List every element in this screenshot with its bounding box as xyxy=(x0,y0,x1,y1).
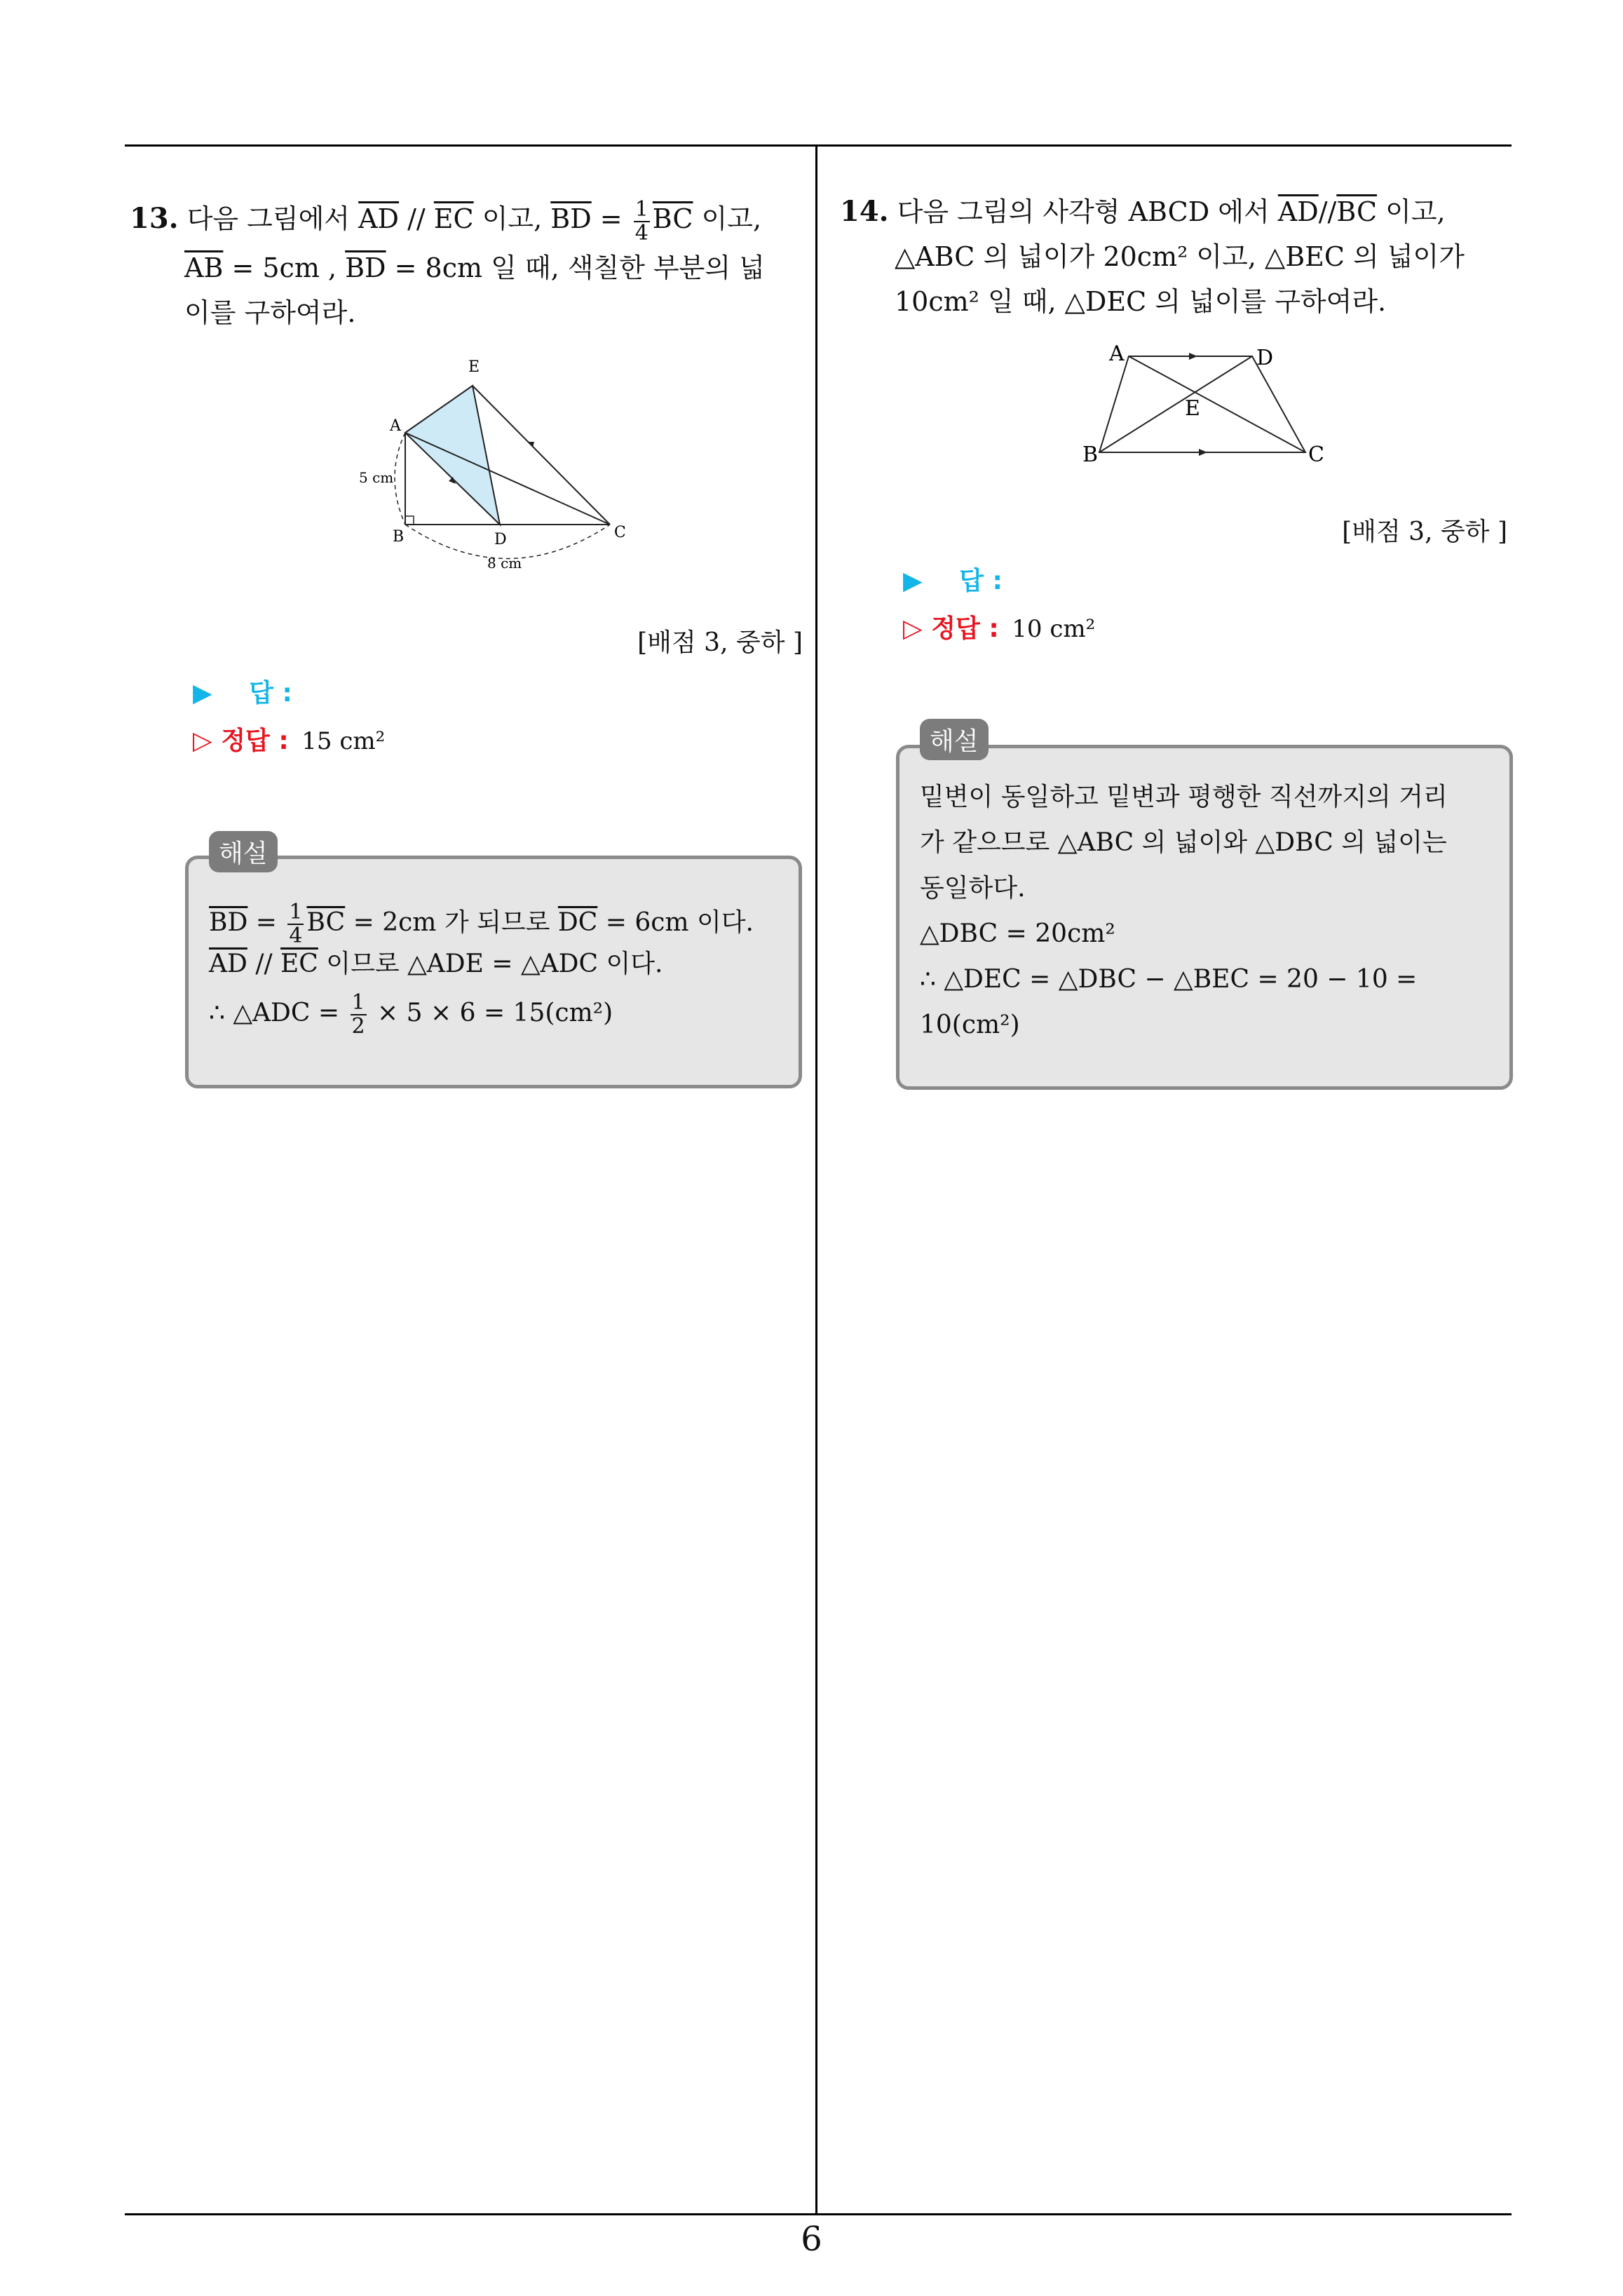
problem-14-line1 xyxy=(840,189,1446,234)
text: 이므로 △ADE = △ADC 이다. xyxy=(318,950,663,978)
text: 이고, xyxy=(1377,196,1446,227)
text: 이고, xyxy=(693,203,762,234)
triangle-outline-icon: ▷ xyxy=(193,727,212,755)
problem-14-score: [배점 3, 중하 ] xyxy=(1342,518,1507,546)
label-d: D xyxy=(1256,346,1274,370)
segment-bc: $\overline{BC}$ xyxy=(1336,196,1378,227)
segment-bc: $\overline{BC}$ xyxy=(652,203,693,234)
problem-14-line3: 10cm² 일 때, △DEC 의 넓이를 구하여라. xyxy=(895,286,1387,317)
problem-13-line2 xyxy=(184,245,765,290)
triangle-filled-icon: ▶ xyxy=(903,567,923,595)
problem-13-figure xyxy=(351,351,645,582)
dashed-arc-bc xyxy=(405,525,610,559)
segment-ac xyxy=(405,433,610,525)
correct-label: 정답 : xyxy=(931,614,999,643)
equals: = xyxy=(247,908,285,937)
problem-14-solution-line5: ∴ △DEC = △DBC − △BEC = 20 − 10 = xyxy=(920,965,1418,994)
fraction-denominator: 2 xyxy=(351,1014,365,1039)
label-bc-length: 8 cm xyxy=(487,555,522,572)
segment-dc: $\overline{DC}$ xyxy=(557,908,598,937)
segment-ab: $\overline{AB}$ xyxy=(184,252,224,283)
arrow-ad xyxy=(1189,353,1197,360)
text: = 6cm 이다. xyxy=(597,908,754,937)
text: 이고, xyxy=(473,203,551,234)
parallel-symbol: // xyxy=(399,203,434,234)
label-d: D xyxy=(494,531,507,548)
text: 다음 그림에서 xyxy=(186,203,359,234)
fraction xyxy=(287,901,304,947)
triangle-filled-icon: ▶ xyxy=(193,679,212,708)
page-number: 6 xyxy=(801,2220,822,2259)
shaded-triangle-ade xyxy=(405,386,500,525)
text: × 5 × 6 = 15(cm²) xyxy=(369,999,613,1027)
text: 다음 그림의 사각형 ABCD 에서 xyxy=(897,196,1278,227)
dashed-arc-ab xyxy=(395,433,405,525)
correct-label: 정답 : xyxy=(221,727,289,755)
label-b: B xyxy=(1082,443,1099,467)
problem-number: 14. xyxy=(840,195,889,228)
problem-14-line2: △ABC 의 넓이가 20cm² 이고, △BEC 의 넓이가 xyxy=(895,241,1465,272)
label-ab-length: 5 cm xyxy=(359,469,394,486)
label-e: E xyxy=(468,358,480,376)
fraction-numerator: 1 xyxy=(289,900,303,924)
problem-13-score: [배점 3, 중하 ] xyxy=(637,628,803,657)
problem-14-solution-line1: 밑변이 동일하고 밑변과 평행한 직선까지의 거리 xyxy=(920,783,1448,811)
segment-ad: $\overline{AD}$ xyxy=(358,203,400,234)
column-divider xyxy=(815,144,817,2215)
problem-14-figure xyxy=(1073,337,1339,470)
text: ∴ △ADC = xyxy=(209,999,348,1027)
fraction-denominator: 4 xyxy=(289,924,303,948)
segment-ad: $\overline{AD}$ xyxy=(209,950,247,978)
label-c: C xyxy=(614,524,626,541)
top-rule xyxy=(125,144,1512,147)
label-b: B xyxy=(393,528,405,546)
correct-value: 15 cm² xyxy=(301,727,386,755)
text: = 8cm 일 때, 색칠한 부분의 넓 xyxy=(386,252,765,283)
parallel-symbol: // xyxy=(247,950,281,978)
problem-14-solution-tag: 해설 xyxy=(920,719,989,760)
problem-13-line3: 이를 구하여라. xyxy=(184,297,356,328)
label-a: A xyxy=(1109,342,1125,366)
problem-13-solution-line3 xyxy=(209,989,613,1038)
fraction-numerator: 1 xyxy=(351,990,365,1015)
equals: = xyxy=(591,203,631,234)
label-c: C xyxy=(1308,443,1324,467)
text: = 2cm 가 되므로 xyxy=(345,908,558,937)
problem-13-correct-row xyxy=(193,721,385,757)
parallel-symbol: // xyxy=(1318,196,1337,227)
segment-bd: $\overline{BD}$ xyxy=(345,252,386,283)
correct-value: 10 cm² xyxy=(1012,615,1096,643)
diagonal-bd xyxy=(1099,356,1252,452)
problem-14-solution-line3: 동일하다. xyxy=(920,874,1026,903)
problem-13-solution-line2 xyxy=(209,947,663,982)
problem-13-answer-row xyxy=(193,673,292,709)
fraction-numerator: 1 xyxy=(634,196,648,222)
segment-bd: $\overline{BD}$ xyxy=(550,203,592,234)
label-e: E xyxy=(1185,396,1200,421)
segment-bd: $\overline{BD}$ xyxy=(209,908,248,937)
fraction xyxy=(634,198,650,245)
trapezoid-abcd xyxy=(1099,356,1305,452)
problem-13-solution-line1 xyxy=(209,901,754,947)
arrow-bc xyxy=(1199,449,1207,456)
problem-14-solution-line6: 10(cm²) xyxy=(920,1011,1020,1039)
fraction-denominator: 4 xyxy=(634,220,648,245)
label-a: A xyxy=(390,417,401,435)
segment-ad: $\overline{AD}$ xyxy=(1277,196,1319,227)
problem-number: 13. xyxy=(130,202,179,235)
answer-label: 답 : xyxy=(249,679,292,708)
triangle-outline-icon: ▷ xyxy=(903,614,923,643)
problem-13-solution-tag: 해설 xyxy=(209,831,278,872)
fraction xyxy=(351,992,367,1038)
problem-14-answer-row xyxy=(903,561,1003,597)
problem-13-line1 xyxy=(130,196,761,245)
problem-14-solution-line4: △DBC = 20cm² xyxy=(920,919,1115,948)
text: = 5cm , xyxy=(223,252,346,283)
problem-14-correct-row xyxy=(903,609,1095,644)
segment-ec: $\overline{EC}$ xyxy=(433,203,474,234)
segment-ec: $\overline{EC}$ xyxy=(280,950,318,978)
problem-14-solution-line2: 가 같으므로 △ABC 의 넓이와 △DBC 의 넓이는 xyxy=(920,828,1447,857)
right-angle-mark xyxy=(405,516,414,525)
answer-label: 답 : xyxy=(959,567,1003,595)
segment-bc: $\overline{BC}$ xyxy=(306,908,346,937)
bottom-rule xyxy=(125,2213,1512,2215)
